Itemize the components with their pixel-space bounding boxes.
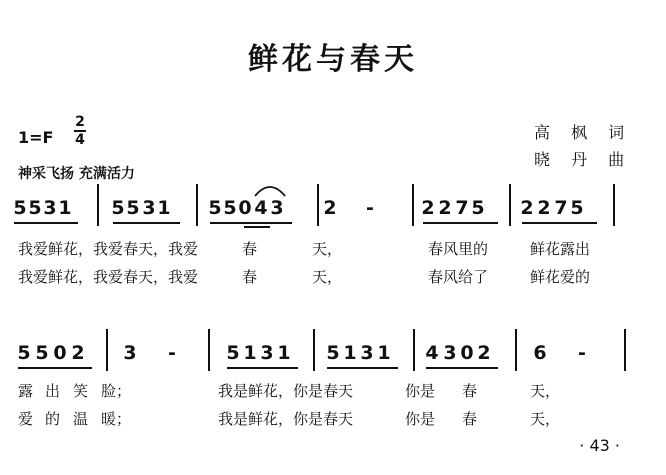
note: 5 bbox=[326, 342, 340, 364]
note: 5 bbox=[35, 342, 49, 364]
beam-underline bbox=[18, 367, 92, 369]
lyric: 春 bbox=[242, 240, 258, 258]
note: 0 bbox=[460, 342, 474, 364]
lyricist-credit: 高 枫 词 bbox=[534, 123, 633, 142]
beam-underline bbox=[426, 367, 498, 369]
note: 5 bbox=[13, 197, 27, 219]
lyric: 春风里的 bbox=[428, 240, 489, 258]
note: 2 bbox=[323, 197, 337, 219]
note: - bbox=[366, 197, 374, 219]
bar-line bbox=[208, 329, 210, 371]
note: 1 bbox=[277, 342, 291, 364]
page-title: 鲜花与春天 bbox=[248, 42, 418, 77]
note: 3 bbox=[260, 342, 274, 364]
note: 2 bbox=[537, 197, 551, 219]
page-number: · 43 · bbox=[579, 436, 620, 455]
note: 3 bbox=[123, 342, 137, 364]
bar-line bbox=[515, 329, 517, 371]
lyric: 天， bbox=[530, 382, 561, 400]
lyric: 爱 bbox=[18, 410, 34, 428]
time-signature-top: 2 bbox=[75, 114, 85, 130]
beam-underline bbox=[227, 367, 298, 369]
note: 2 bbox=[71, 342, 85, 364]
note: 5 bbox=[28, 197, 42, 219]
note: 5 bbox=[17, 342, 31, 364]
time-signature-bottom: 4 bbox=[75, 131, 85, 148]
lyric: 出 bbox=[45, 382, 61, 400]
note: 5 bbox=[570, 197, 584, 219]
composer-credit: 晓 丹 曲 bbox=[534, 150, 633, 169]
note: 2 bbox=[477, 342, 491, 364]
lyric: 笑 bbox=[73, 382, 89, 400]
note: 4 bbox=[425, 342, 439, 364]
note: 5 bbox=[223, 197, 237, 219]
lyric: 我爱鲜花，我爱春天，我爱 bbox=[18, 240, 199, 258]
note: 5 bbox=[111, 197, 125, 219]
lyric: 春风给了 bbox=[428, 268, 489, 286]
note: 3 bbox=[142, 197, 156, 219]
lyric: 温 bbox=[73, 410, 89, 428]
note: 5 bbox=[126, 197, 140, 219]
lyric: 暖； bbox=[101, 410, 132, 428]
lyric: 鲜花爱的 bbox=[530, 268, 591, 286]
note: 2 bbox=[421, 197, 435, 219]
lyric: 我爱鲜花，我爱春天，我爱 bbox=[18, 268, 199, 286]
note: 4 bbox=[254, 197, 268, 219]
note: 7 bbox=[554, 197, 568, 219]
note: 0 bbox=[238, 197, 252, 219]
note: 1 bbox=[243, 342, 257, 364]
bar-line bbox=[313, 329, 315, 371]
note: 3 bbox=[270, 197, 284, 219]
tempo-marking: 神采飞扬 充满活力 bbox=[18, 166, 135, 182]
note: 1 bbox=[157, 197, 171, 219]
bar-line bbox=[624, 329, 626, 371]
note: 6 bbox=[533, 342, 547, 364]
note: 2 bbox=[520, 197, 534, 219]
note: - bbox=[578, 342, 586, 364]
lyric: 脸； bbox=[101, 382, 132, 400]
slur-path bbox=[255, 187, 285, 196]
note: 2 bbox=[438, 197, 452, 219]
note: 1 bbox=[377, 342, 391, 364]
lyric: 我是鲜花，你是春天 bbox=[218, 410, 354, 428]
note: 1 bbox=[343, 342, 357, 364]
lyric: 你是 bbox=[405, 382, 436, 400]
lyric: 春 bbox=[462, 410, 478, 428]
bar-line bbox=[106, 329, 108, 371]
note: 7 bbox=[455, 197, 469, 219]
lyric: 鲜花露出 bbox=[530, 240, 591, 258]
note: 0 bbox=[53, 342, 67, 364]
note: 5 bbox=[471, 197, 485, 219]
lyric: 的 bbox=[45, 410, 61, 428]
lyric: 露 bbox=[18, 382, 34, 400]
beam-underline bbox=[327, 367, 398, 369]
note: 3 bbox=[360, 342, 374, 364]
bar-line bbox=[413, 329, 415, 371]
lyric: 天， bbox=[312, 268, 343, 286]
lyric: 春 bbox=[462, 382, 478, 400]
note: 3 bbox=[43, 197, 57, 219]
lyric: 你是 bbox=[405, 410, 436, 428]
note: 1 bbox=[58, 197, 72, 219]
note: 5 bbox=[226, 342, 240, 364]
lyric: 天， bbox=[312, 240, 343, 258]
note: 3 bbox=[443, 342, 457, 364]
lyric: 我是鲜花，你是春天 bbox=[218, 382, 354, 400]
lyric: 春 bbox=[242, 268, 258, 286]
note: - bbox=[168, 342, 176, 364]
lyric: 天， bbox=[530, 410, 561, 428]
key-signature: 1=F bbox=[18, 128, 54, 147]
note: 5 bbox=[208, 197, 222, 219]
